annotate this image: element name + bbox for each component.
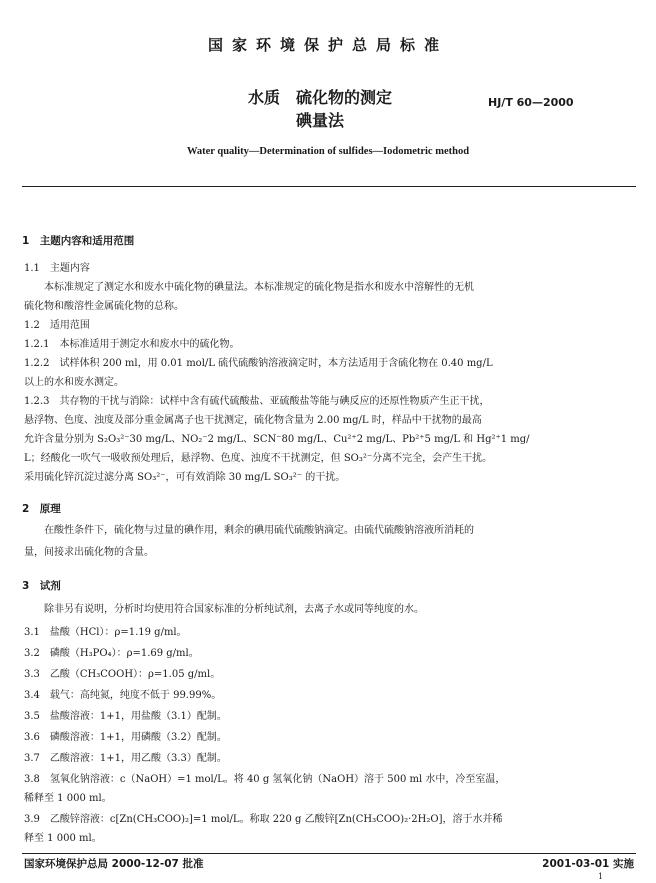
section-2-heading: 2 原理 (22, 503, 61, 515)
text-line: 3.3 乙酸（CH₃COOH）：ρ=1.05 g/ml。 (24, 669, 221, 680)
text-line: 3.8 氢氧化钠溶液：c（NaOH）=1 mol/L。将 40 g 氢氧化钠（NaOH）溶于 500 ml 水中，冷至室温， (24, 774, 506, 785)
text-line: 1.1 主题内容 (24, 263, 90, 274)
text-line: 1.2 适用范围 (24, 320, 90, 331)
document-subtitle: 碘量法 (295, 111, 344, 130)
text-line: 1.2.2 试样体积 200 ml，用 0.01 mol/L 硫代硫酸钠溶液滴定时，本方法适用于含硫化物在 0.40 mg/L (24, 358, 493, 369)
text-line: 释至 1 000 ml。 (24, 833, 102, 844)
approval-date: 国家环境保护总局 2000-12-07 批准 (24, 858, 204, 870)
text-line: 3.7 乙酸溶液：1+1，用乙酸（3.3）配制。 (24, 753, 227, 764)
text-line: 在酸性条件下，硫化物与过量的碘作用，剩余的碘用硫代硫酸钠滴定。由硫代硫酸钠溶液所消耗的 (24, 525, 474, 536)
text-line: 采用硫化锌沉淀过滤分离 SO₃²⁻，可有效消除 30 mg/L SO₃²⁻ 的干扰。 (24, 472, 346, 483)
text-line: 1.2.1 本标准适用于测定水和废水中的硫化物。 (24, 339, 240, 350)
document-title: 水质 硫化物的测定 (247, 88, 392, 107)
text-line: 3.6 磷酸溶液：1+1，用磷酸（3.2）配制。 (24, 732, 227, 743)
implementation-date: 2001-03-01 实施 (542, 858, 634, 870)
section-1-heading: 1 主题内容和适用范围 (22, 235, 135, 247)
text-line: 3.2 磷酸（H₃PO₄）：ρ=1.69 g/ml。 (24, 648, 199, 659)
text-line: 3.4 载气：高纯氮，纯度不低于 99.99%。 (24, 690, 222, 701)
footer-divider (22, 853, 636, 854)
issuing-agency: 国家环境保护总局标准 (207, 36, 448, 54)
text-line: 3.1 盐酸（HCl）：ρ=1.19 g/ml。 (24, 627, 187, 638)
header-divider (22, 186, 636, 187)
text-line: 除非另有说明，分析时均使用符合国家标准的分析纯试剂，去离子水或同等纯度的水。 (24, 604, 424, 615)
text-line: 3.5 盐酸溶液：1+1，用盐酸（3.1）配制。 (24, 711, 227, 722)
section-3-heading: 3 试剂 (22, 580, 61, 592)
text-line: 允许含量分别为 S₂O₃²⁻30 mg/L、NO₂⁻2 mg/L、SCN⁻80 mg/L、Cu²⁺2 mg/L、Pb²⁺5 mg/L 和 Hg²⁺1 mg/ (24, 434, 530, 445)
english-title: Water quality—Determination of sulfides—Iodometric method (186, 146, 470, 157)
text-line: 1.2.3 共存物的干扰与消除：试样中含有硫代硫酸盐、亚硫酸盐等能与碘反应的还原性物质产生正干扰， (24, 396, 490, 407)
text-line: 稀释至 1 000 ml。 (24, 793, 112, 804)
text-line: 3.9 乙酸锌溶液：c[Zn(CH₃COO)₂]=1 mol/L。称取 220 g 乙酸锌[Zn(CH₃COO)₂·2H₂O]，溶于水并稀 (24, 814, 503, 825)
page-number: 1 (598, 872, 604, 881)
text-line: L；经酸化一吹气一吸收预处理后，悬浮物、色度、浊度不干扰测定，但 SO₃²⁻分离不完全，会产生干扰。 (24, 453, 493, 464)
text-line: 硫化物和酸溶性金属硫化物的总称。 (24, 301, 184, 312)
text-line: 以上的水和废水测定。 (24, 377, 124, 388)
text-line: 悬浮物、色度、浊度及部分重金属离子也干扰测定，硫化物含量为 2.00 mg/L 时，样品中干扰物的最高 (24, 415, 482, 426)
standard-number: HJ/T 60—2000 (488, 96, 574, 109)
text-line: 量，间接求出硫化物的含量。 (24, 547, 154, 558)
text-line: 本标准规定了测定水和废水中硫化物的碘量法。本标准规定的硫化物是指水和废水中溶解性的无机 (24, 282, 474, 293)
